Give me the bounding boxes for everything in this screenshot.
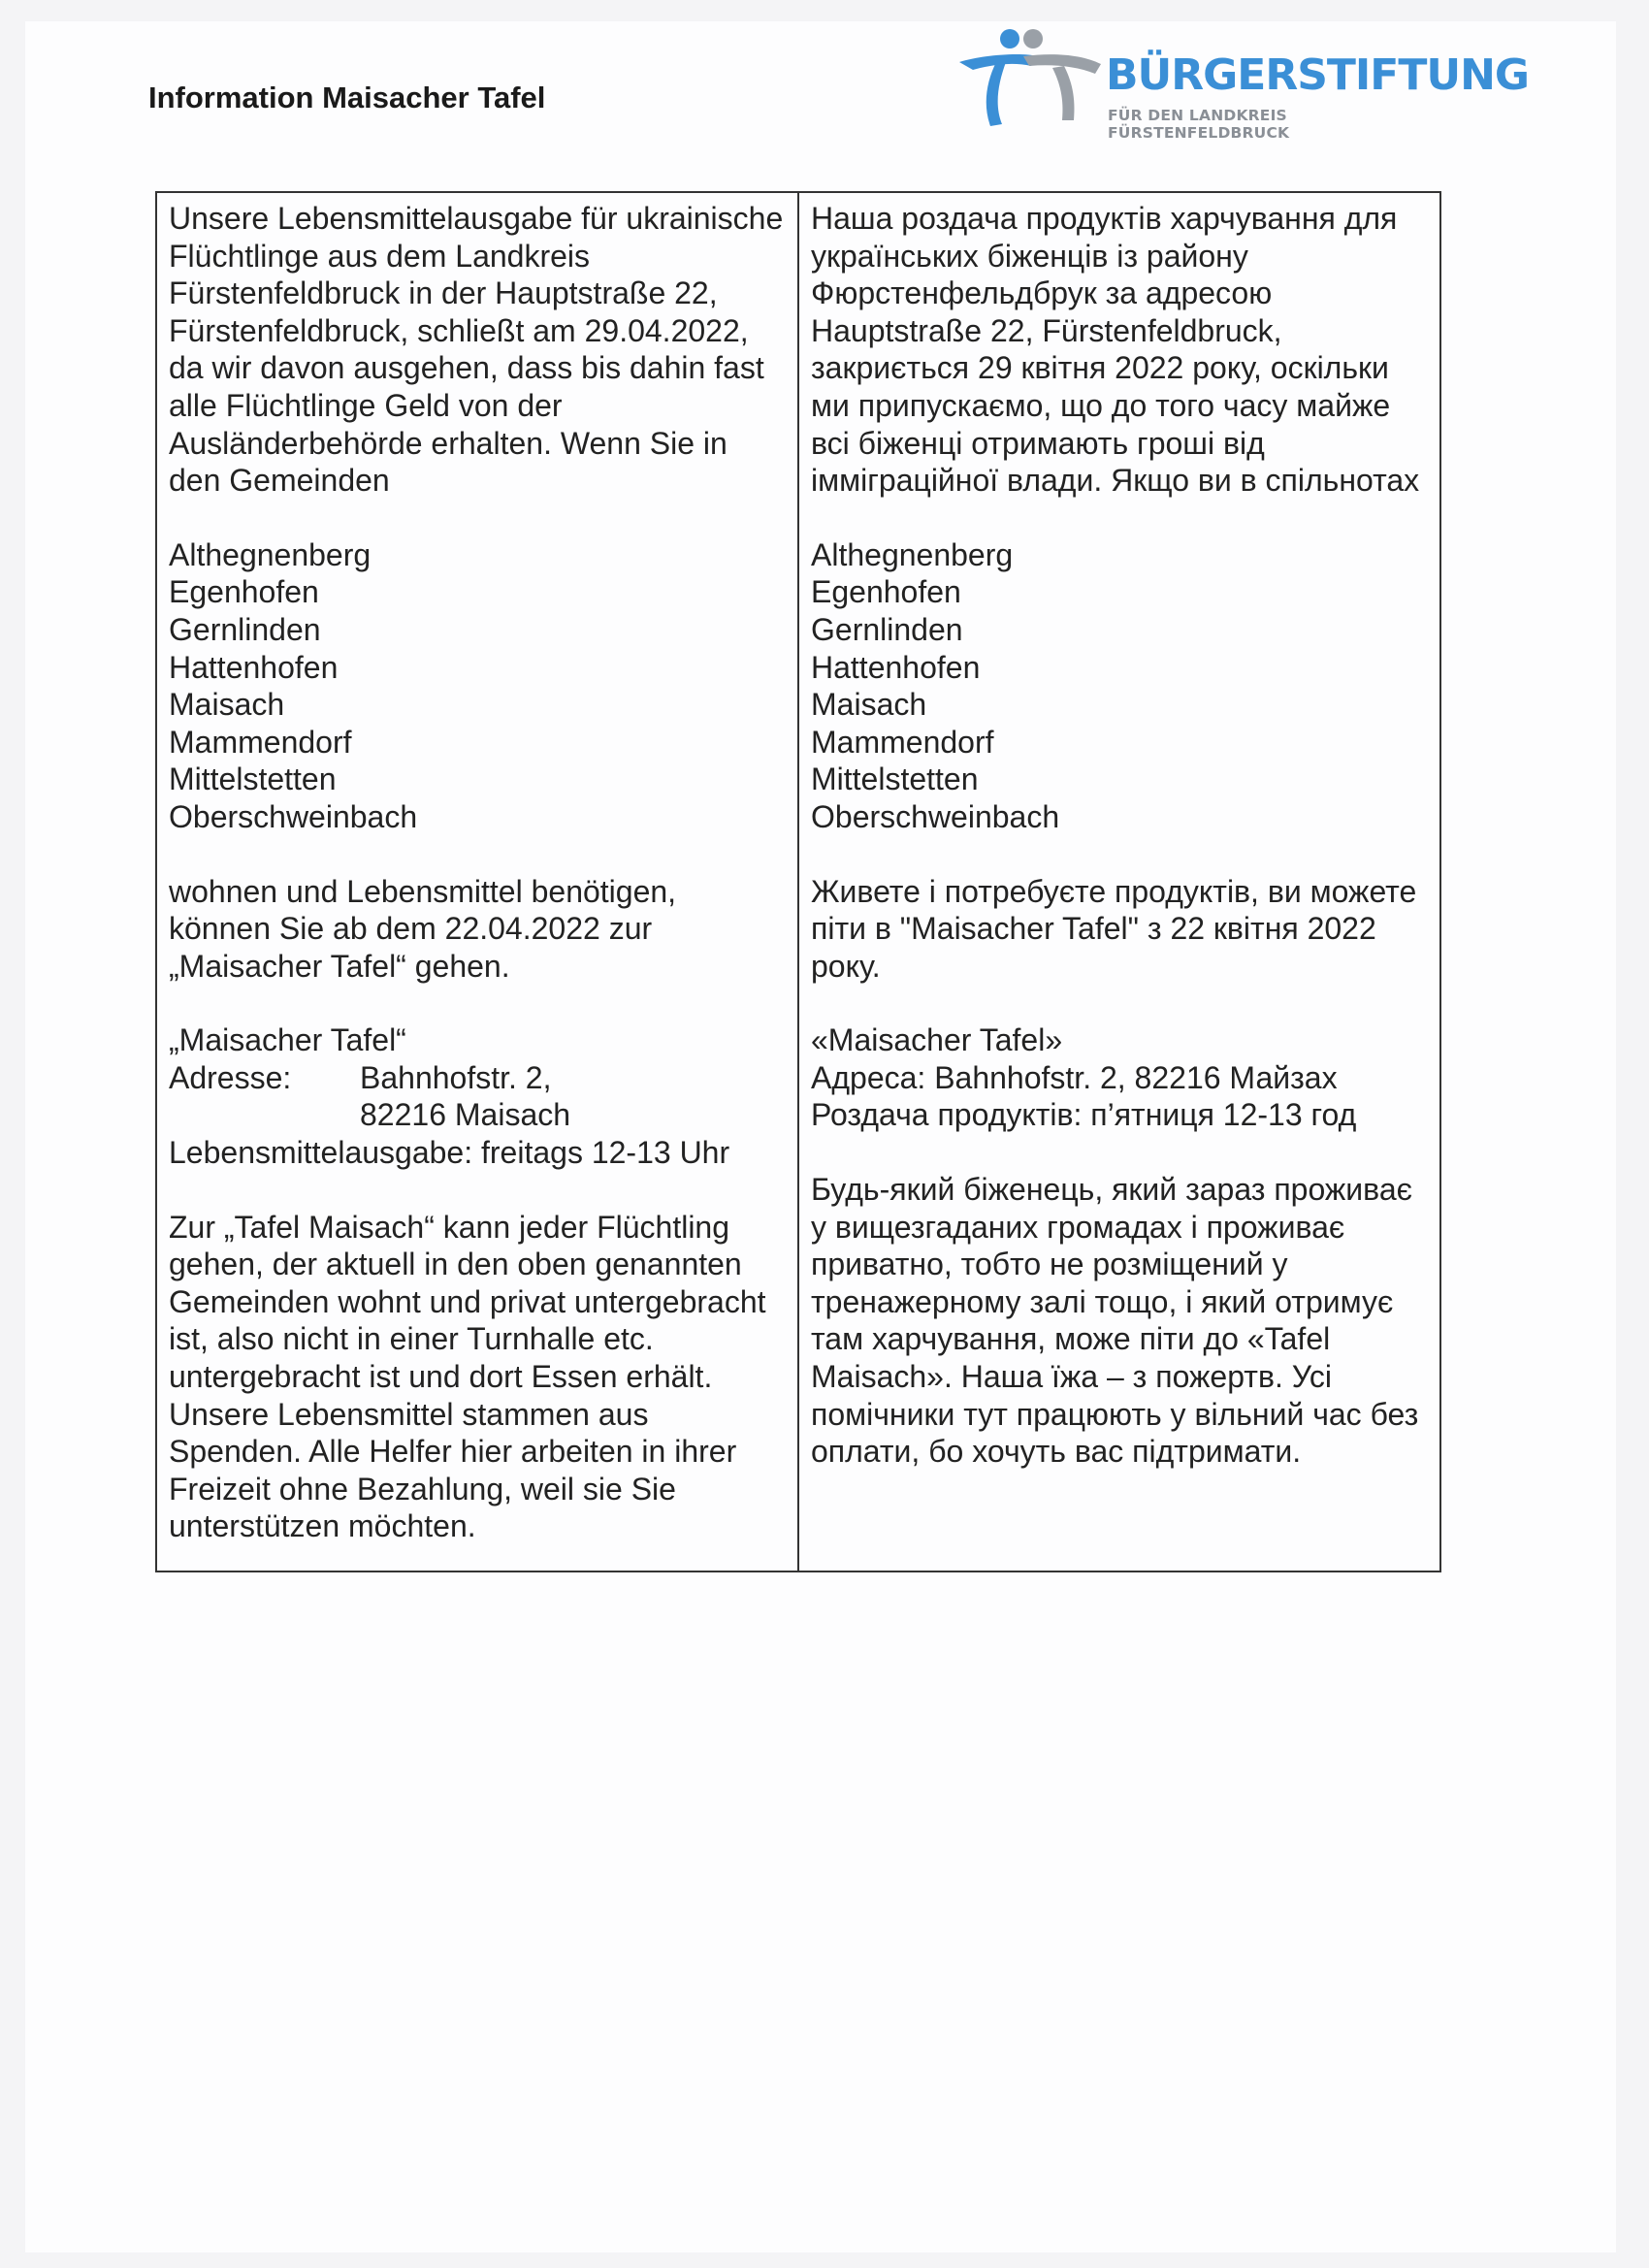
list-item: Hattenhofen xyxy=(169,649,339,685)
german-tafel-name: „Maisacher Tafel“ xyxy=(169,1022,406,1058)
list-item: Althegnenberg xyxy=(169,536,372,572)
german-closing: Zur „Tafel Maisach“ kann jeder Flüchtling gehen, der aktuell in den oben genannten Gemeinden wohnt und privat untergebracht ist, also nicht in einer Turnhalle etc. untergebracht ist und dort Essen erhält. Unsere Lebensmittel stammen aus Spenden. Alle Helfer hier arbeiten in ihrer Freizeit ohne Bezahlung, weil sie Sie unterstützen möchten. xyxy=(169,1209,766,1544)
logo-name: BÜRGERSTIFTUNG xyxy=(1106,50,1530,100)
ukrainian-hours: Роздача продуктів: п’ятниця 12-13 год xyxy=(811,1097,1357,1133)
german-address-line2: 82216 Maisach xyxy=(360,1097,571,1133)
list-item: Oberschweinbach xyxy=(169,798,418,834)
list-item: Althegnenberg xyxy=(811,536,1014,572)
list-item: Oberschweinbach xyxy=(811,798,1060,834)
german-address-row xyxy=(169,1059,786,1097)
list-item: Egenhofen xyxy=(811,574,961,610)
german-address-line1: Bahnhofstr. 2, xyxy=(360,1059,552,1095)
logo-subtitle: FÜR DEN LANDKREIS FÜRSTENFELDBRUCK xyxy=(1108,107,1290,142)
list-item: Mittelstetten xyxy=(811,761,979,797)
german-after-list: wohnen und Lebensmittel benötigen, können Sie ab dem 22.04.2022 zur „Maisacher Tafel“ gehen. xyxy=(169,873,677,984)
ukrainian-community-list xyxy=(811,536,1428,836)
ukrainian-intro: Наша роздача продуктів харчування для українських біженців із району Фюрстенфельдбрук за адресою Hauptstraße 22, Fürstenfeldbruck, закриється 29 квітня 2022 року, оскільки ми припускаємо, що до того часу майже всі біженці отримають гроші від імміграційної влади. Якщо ви в спільнотах xyxy=(811,201,1420,499)
list-item: Mammendorf xyxy=(169,724,352,760)
ukrainian-address-block xyxy=(811,1021,1428,1134)
logo-figures-icon xyxy=(955,27,1111,136)
bilingual-info-table xyxy=(155,191,1441,1572)
document-title: Information Maisacher Tafel xyxy=(148,81,546,114)
list-item: Mittelstetten xyxy=(169,761,337,797)
german-address-label: Adresse: xyxy=(169,1059,292,1095)
german-intro: Unsere Lebensmittelausgabe für ukrainische Flüchtlinge aus dem Landkreis Fürstenfeldbruck in der Hauptstraße 22, Fürstenfeldbruck, schließt am 29.04.2022, da wir davon ausgehen, dass bis dahin fast alle Flüchtlinge Geld von der Ausländerbehörde erhalten. Wenn Sie in den Gemeinden xyxy=(169,201,784,499)
german-column xyxy=(156,192,798,1571)
list-item: Hattenhofen xyxy=(811,649,981,685)
list-item: Maisach xyxy=(811,687,927,723)
ukrainian-after-list: Живете і потребуєте продуктів, ви можете піти в "Maisacher Tafel" з 22 квітня 2022 року. xyxy=(811,873,1417,984)
german-community-list xyxy=(169,536,786,836)
table-row xyxy=(156,192,1440,1571)
ukrainian-column xyxy=(798,192,1440,1571)
list-item: Maisach xyxy=(169,687,285,723)
german-hours: Lebensmittelausgabe: freitags 12-13 Uhr xyxy=(169,1135,730,1171)
ukrainian-address: Адреса: Bahnhofstr. 2, 82216 Майзах xyxy=(811,1059,1338,1095)
ukrainian-closing: Будь-який біженець, який зараз проживає у вищезгаданих громадах і проживає приватно, тобто не розміщений у тренажерному залі тощо, і який отримує там харчування, може піти до «Tafel Maisach». Наша їжа – з пожертв. Усі помічники тут працюють у вільний час без оплати, бо хочуть вас підтримати. xyxy=(811,1172,1419,1470)
ukrainian-tafel-name: «Maisacher Tafel» xyxy=(811,1022,1063,1058)
list-item: Mammendorf xyxy=(811,724,994,760)
list-item: Gernlinden xyxy=(811,611,963,647)
list-item: Gernlinden xyxy=(169,611,321,647)
german-address-block xyxy=(169,1021,786,1171)
list-item: Egenhofen xyxy=(169,574,319,610)
buergerstiftung-logo xyxy=(955,27,1530,142)
